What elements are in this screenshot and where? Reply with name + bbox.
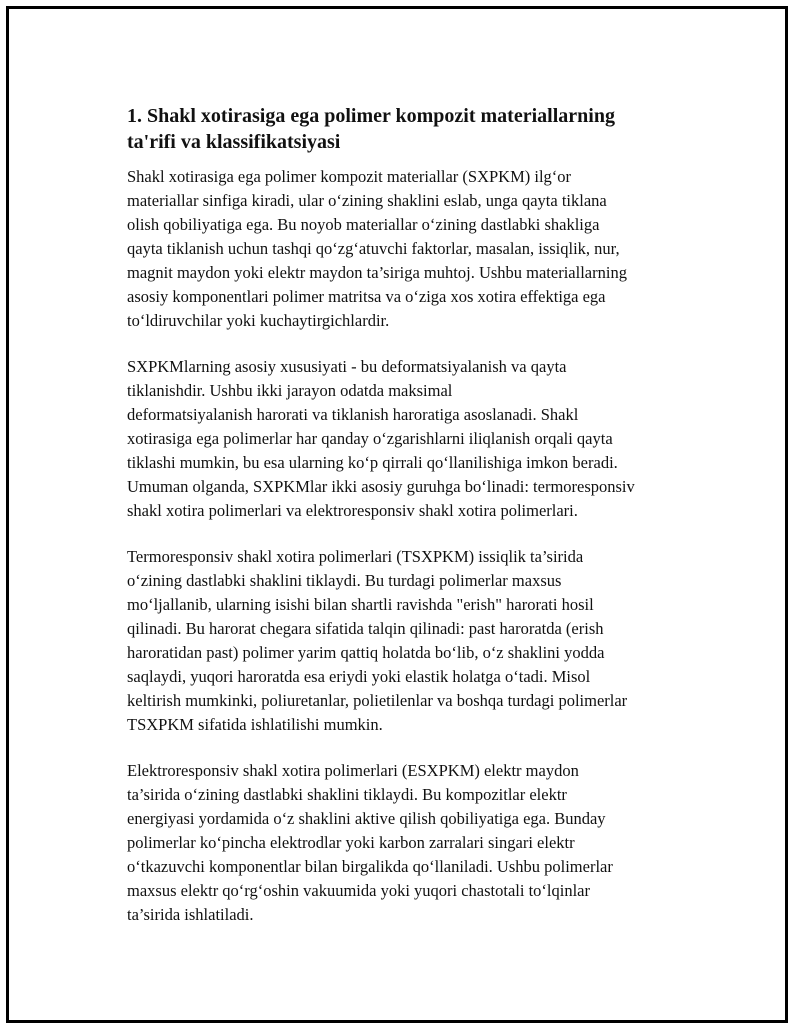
text-line: saqlaydi, yuqori haroratda esa eriydi yoki elastik holatga o‘tadi. Misol — [127, 667, 591, 686]
text-line: Elektroresponsiv shakl xotira polimerlari (ESXPKM) elektr maydon — [127, 761, 579, 780]
document-body — [127, 103, 687, 949]
text-line: haroratidan past) polimer yarim qattiq holatda bo‘lib, o‘z shaklini yodda — [127, 643, 605, 662]
text-line: tiklanishdir. Ushbu ikki jarayon odatda maksimal — [127, 381, 453, 400]
text-line: o‘zining dastlabki shaklini tiklaydi. Bu turdagi polimerlar maxsus — [127, 571, 562, 590]
paragraph-sxpkm-definition — [127, 165, 687, 333]
text-line: olish qobiliyatiga ega. Bu noyob materiallar o‘zining dastlabki shakliga — [127, 215, 600, 234]
paragraph-sxpkm-properties — [127, 355, 687, 523]
text-line: deformatsiyalanish harorati va tiklanish haroratiga asoslanadi. Shakl — [127, 405, 579, 424]
text-line: qilinadi. Bu harorat chegara sifatida talqin qilinadi: past haroratda (erish — [127, 619, 604, 638]
text-line: magnit maydon yoki elektr maydon ta’siriga muhtoj. Ushbu materiallarning — [127, 263, 627, 282]
text-line: to‘ldiruvchilar yoki kuchaytirgichlardir. — [127, 311, 390, 330]
text-line: Shakl xotirasiga ega polimer kompozit materiallar (SXPKM) ilg‘or — [127, 167, 572, 186]
text-line: mo‘ljallanib, ularning isishi bilan shartli ravishda "erish" harorati hosil — [127, 595, 594, 614]
text-line: energiyasi yordamida o‘z shaklini aktive qilish qobiliyatiga ega. Bunday — [127, 809, 606, 828]
paragraph-esxpkm — [127, 759, 687, 927]
text-line: TSXPKM sifatida ishlatilishi mumkin. — [127, 715, 383, 734]
section-heading — [127, 103, 687, 155]
text-line: polimerlar ko‘pincha elektrodlar yoki karbon zarralari singari elektr — [127, 833, 575, 852]
text-line: ta’sirida o‘zining dastlabki shaklini tiklaydi. Bu kompozitlar elektr — [127, 785, 567, 804]
text-line: Umuman olganda, SXPKMlar ikki asosiy guruhga bo‘linadi: termoresponsiv — [127, 477, 635, 496]
text-line: tiklashi mumkin, bu esa ularning ko‘p qirrali qo‘llanilishiga imkon beradi. — [127, 453, 618, 472]
text-line: qayta tiklanish uchun tashqi qo‘zg‘atuvchi faktorlar, masalan, issiqlik, nur, — [127, 239, 620, 258]
page-frame — [6, 6, 788, 1023]
text-line: asosiy komponentlari polimer matritsa va o‘ziga xos xotira effektiga ega — [127, 287, 606, 306]
heading-line: ta'rifi va klassifikatsiyasi — [127, 131, 341, 153]
text-line: materiallar sinfiga kiradi, ular o‘zining shaklini eslab, unga qayta tiklana — [127, 191, 607, 210]
heading-line: 1. Shakl xotirasiga ega polimer kompozit materiallarning — [127, 105, 615, 127]
text-line: shakl xotira polimerlari va elektroresponsiv shakl xotira polimerlari. — [127, 501, 578, 520]
text-line: ta’sirida ishlatiladi. — [127, 905, 254, 924]
text-line: o‘tkazuvchi komponentlar bilan birgalikda qo‘llaniladi. Ushbu polimerlar — [127, 857, 613, 876]
text-line: maxsus elektr qo‘rg‘oshin vakuumida yoki yuqori chastotali to‘lqinlar — [127, 881, 590, 900]
text-line: Termoresponsiv shakl xotira polimerlari (TSXPKM) issiqlik ta’sirida — [127, 547, 584, 566]
text-line: xotirasiga ega polimerlar har qanday o‘zgarishlarni iliqlanish orqali qayta — [127, 429, 613, 448]
text-line: keltirish mumkinki, poliuretanlar, polietilenlar va boshqa turdagi polimerlar — [127, 691, 628, 710]
paragraph-tsxpkm — [127, 545, 687, 737]
text-line: SXPKMlarning asosiy xususiyati - bu deformatsiyalanish va qayta — [127, 357, 567, 376]
